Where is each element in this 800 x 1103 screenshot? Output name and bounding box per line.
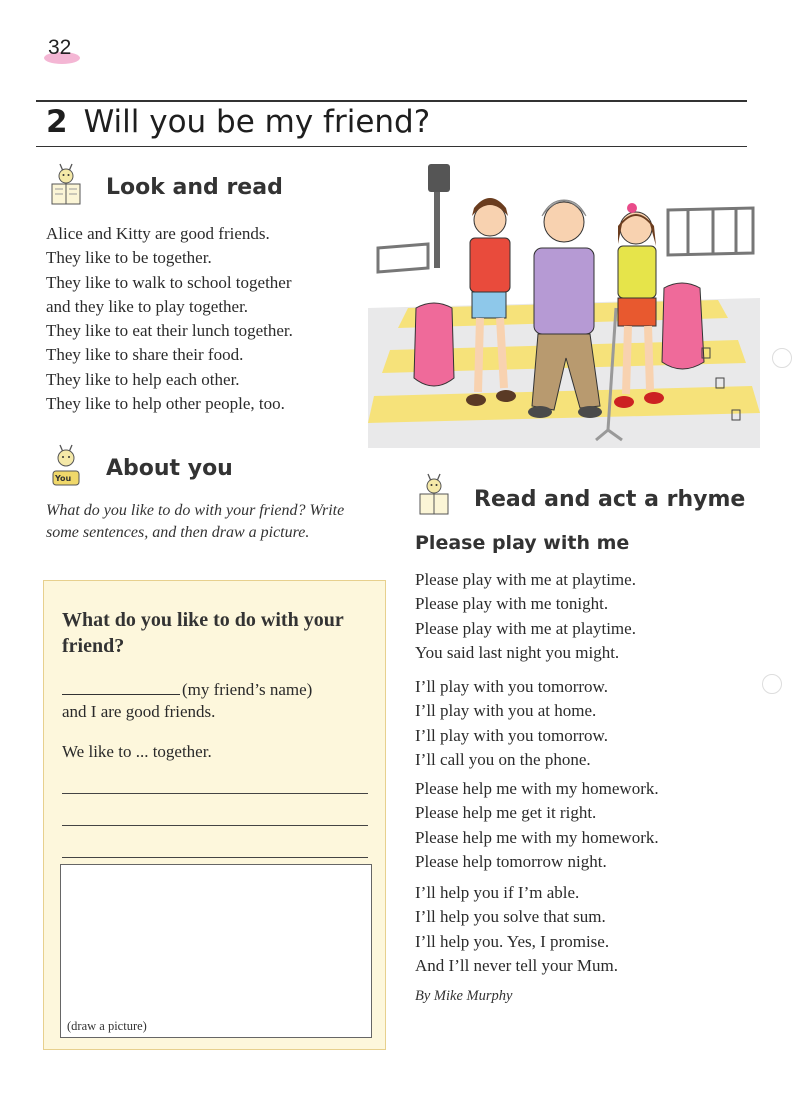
drawing-caption: (draw a picture) [67, 1019, 147, 1033]
poem-line: Please help me with my homework. [415, 779, 659, 798]
writing-line[interactable] [62, 825, 368, 826]
writing-line[interactable] [62, 793, 368, 794]
good-friends-line: and I are good friends. [62, 702, 216, 721]
text-line: They like to eat their lunch together. [46, 321, 293, 341]
poem-line: I’ll help you solve that sum. [415, 907, 606, 927]
text-line: They like to walk to school together [46, 272, 292, 292]
poem-line: Please play with me at playtime. [415, 618, 636, 638]
about-you-heading: About you [106, 456, 233, 481]
drawing-area[interactable] [60, 864, 372, 1038]
poem-line: Please help me get it right. [415, 803, 597, 823]
poem-line: I’ll help you if I’m able. [415, 883, 580, 902]
rhyme-heading: Read and act a rhyme [474, 487, 746, 512]
text-line: and they like to play together. [46, 296, 249, 316]
poem-line: Please help me with my homework. [415, 827, 659, 847]
writing-line[interactable] [62, 857, 368, 858]
text-line: They like to help other people, too. [46, 394, 285, 414]
crossing-illustration [368, 158, 760, 448]
writing-box-title: What do you like to do with your friend? [62, 609, 344, 657]
poem-line: I’ll play with you tomorrow. [415, 677, 608, 696]
text-line: They like to be together. [46, 248, 212, 268]
poem-line: I’ll play with you tomorrow. [415, 725, 608, 745]
book-character-icon [46, 162, 86, 208]
title-rule-bottom [36, 146, 747, 147]
poem-line: You said last night you might. [415, 642, 620, 662]
poem-line: And I’ll never tell your Mum. [415, 955, 619, 975]
look-and-read-text [46, 222, 293, 416]
chapter-title-text: Will you be my friend? [83, 104, 431, 140]
stanza-3 [415, 777, 659, 874]
poem-line: Please play with me at playtime. [415, 570, 636, 589]
friend-name-label: (my friend’s name) [182, 680, 313, 699]
friend-name-blank[interactable] [62, 678, 180, 695]
poem-line: I’ll call you on the phone. [415, 749, 591, 769]
text-line: Alice and Kitty are good friends. [46, 224, 270, 243]
reading-character-icon [414, 472, 454, 518]
chapter-number: 2 [46, 104, 68, 140]
you-icon-label: You [55, 474, 72, 483]
stanza-4 [415, 881, 618, 978]
text-line: They like to help each other. [46, 369, 240, 389]
page-number: 32 [48, 36, 72, 59]
look-and-read-heading: Look and read [106, 175, 283, 200]
poem-title: Please play with me [415, 532, 630, 554]
text-line: They like to share their food. [46, 345, 244, 365]
we-like-line: We like to ... together. [62, 742, 212, 761]
stanza-1 [415, 568, 636, 665]
title-rule-top [36, 100, 747, 102]
poem-line: Please play with me tonight. [415, 594, 609, 614]
poem-line: Please help tomorrow night. [415, 851, 607, 871]
poem-author: By Mike Murphy [415, 988, 513, 1004]
poem-line: I’ll play with you at home. [415, 701, 597, 721]
chapter-title [46, 104, 430, 140]
binder-hole-mark [772, 348, 792, 368]
writing-box [43, 580, 386, 1050]
stanza-2 [415, 675, 608, 772]
binder-hole-mark [762, 674, 782, 694]
about-you-instructions: What do you like to do with your friend? Write some sentences, and then draw a picture. [46, 502, 345, 541]
friend-name-line [62, 678, 312, 700]
poem-line: I’ll help you. Yes, I promise. [415, 931, 610, 951]
